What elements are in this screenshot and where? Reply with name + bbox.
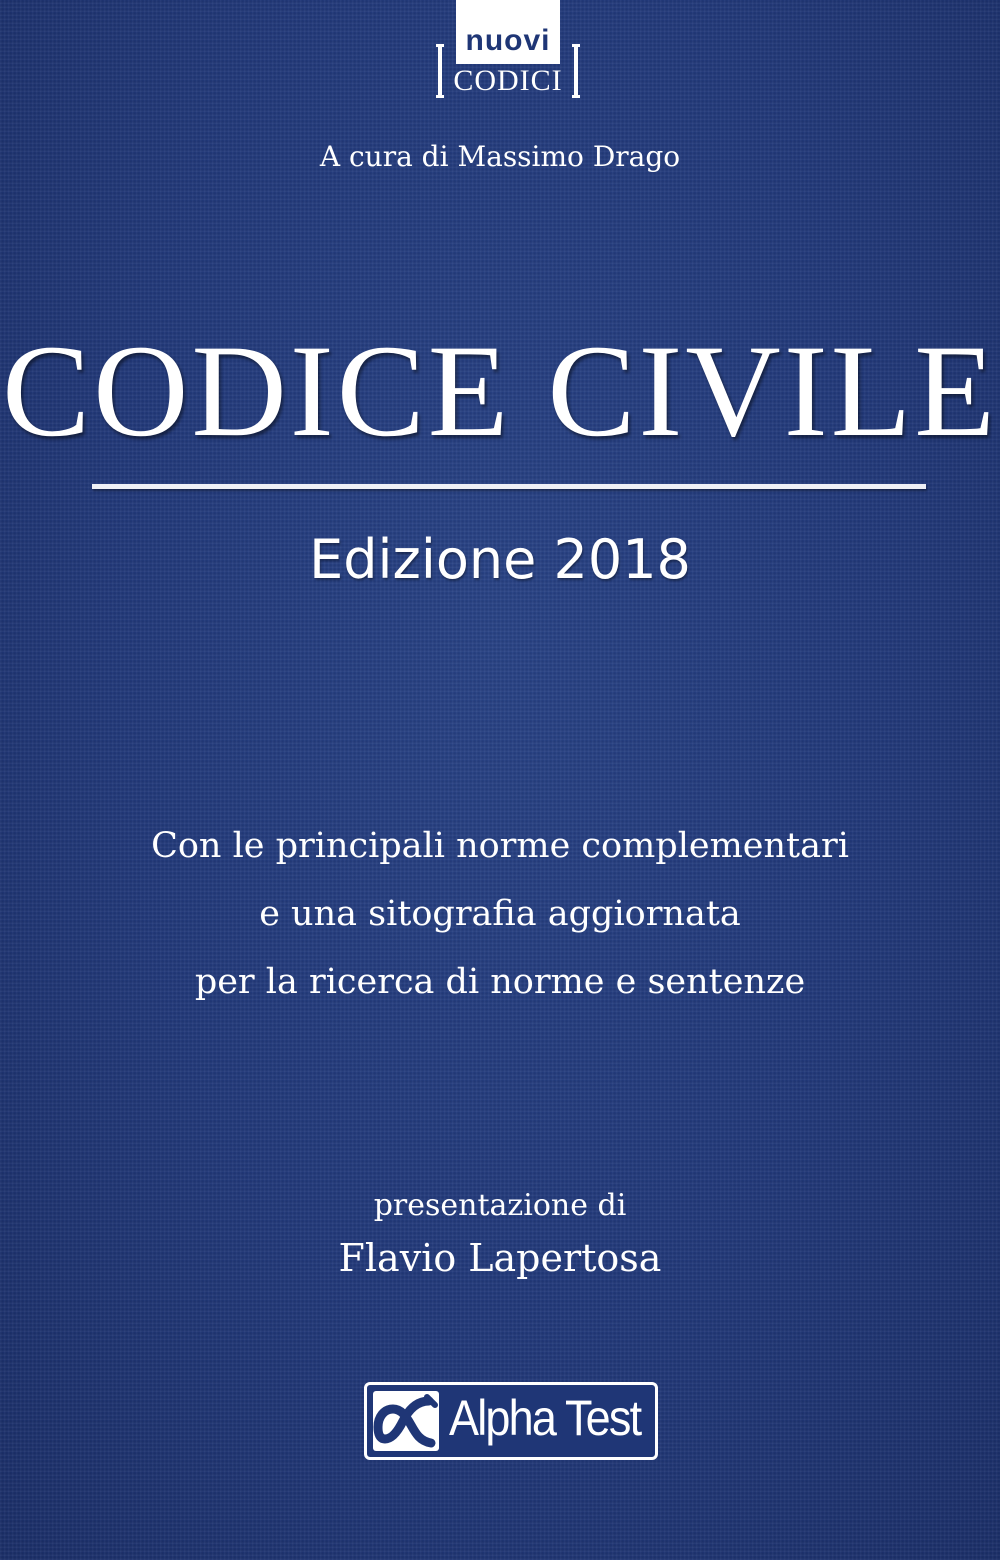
title-divider — [92, 484, 926, 489]
series-logo-bracket-right — [572, 44, 580, 98]
alpha-mark-icon — [373, 1391, 439, 1451]
series-logo-bracket-left — [436, 44, 444, 98]
publisher-logo — [364, 1382, 658, 1460]
description-block — [0, 812, 1000, 1016]
description-line: Con le principali norme complementari — [151, 826, 849, 866]
series-logo — [432, 0, 584, 112]
series-logo-bottom-word: CODICI — [453, 64, 563, 97]
edition-label: Edizione 2018 — [309, 528, 691, 591]
presenter-name: Flavio Lapertosa — [338, 1236, 662, 1280]
description-line: per la ricerca di norme e sentenze — [194, 962, 806, 1002]
curator-line: A cura di Massimo Drago — [319, 140, 681, 173]
presenter-label: presentazione di — [373, 1188, 627, 1223]
description-line: e una sitografia aggiornata — [259, 894, 741, 934]
publisher-name: Alpha Test — [449, 1390, 641, 1446]
series-logo-top-word: nuovi — [465, 24, 551, 57]
series-logo-box — [456, 22, 560, 64]
book-title: CODICE CIVILE — [2, 317, 998, 464]
series-logo-tab — [456, 0, 560, 22]
